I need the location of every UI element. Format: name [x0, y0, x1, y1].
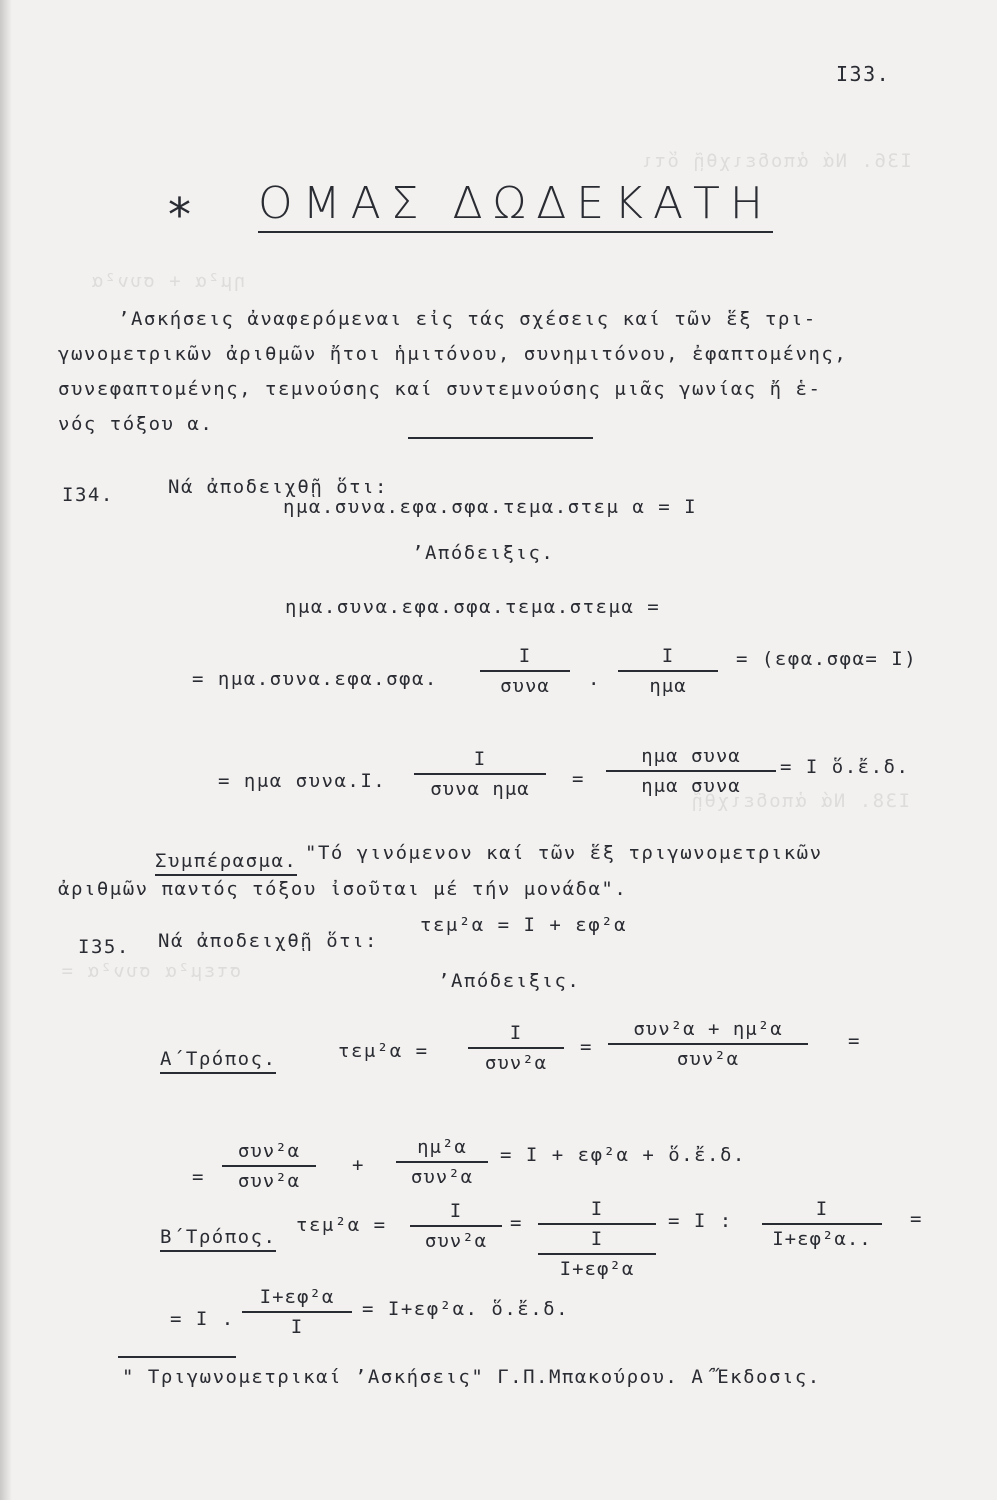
fraction-bar [480, 670, 570, 672]
fraction-bar [414, 773, 546, 775]
bleed-through-text: Ι38. Νά ἀποδειχθῇ [690, 790, 910, 812]
fraction [396, 1136, 488, 1188]
intro-line: συνεφαπτομένης, τεμνούσης καί συντεμνούσης μιᾶς γωνίας ἤ ἑ- [58, 378, 822, 400]
fraction-denominator: I [590, 1228, 604, 1250]
section-title: ΟΜΑΣ ΔΩΔΕΚΑΤΗ [258, 178, 773, 233]
separator-rule [408, 437, 593, 439]
exercise-number: I35. [78, 936, 130, 958]
exercise-statement: ημα.συνα.εφα.σφα.τεμα.στεμ α = I [283, 496, 698, 518]
fraction [606, 745, 776, 797]
fraction-bar [538, 1223, 656, 1225]
operator: = [580, 1036, 593, 1058]
proof-line: = I + εφ²α + ὅ.ἔ.δ. [500, 1144, 746, 1166]
fraction-numerator: I+εφ²α [259, 1286, 335, 1308]
bleed-through-text: ημ²α + συν²α [90, 270, 246, 292]
asterisk-icon: * [168, 188, 191, 242]
footnote-citation: " Τριγωνομετρικαί ’Ασκήσεις" Γ.Π.Μπακούρου. Α΄Ἔκδοσις. [122, 1366, 821, 1388]
fraction-bar [538, 1253, 656, 1255]
fraction-bar [608, 1043, 808, 1045]
intro-line: γωνομετρικῶν ἀριθμῶν ἤτοι ἡμιτόνου, συνημιτόνου, ἐφαπτομένης, [58, 343, 848, 365]
fraction-numerator: I [509, 1022, 523, 1044]
fraction-numerator: ημα συνα [641, 745, 741, 767]
method-label: Β΄Τρόπος. [160, 1226, 276, 1252]
proof-note: = (εφα.σφα= I) [736, 648, 918, 670]
fraction-numerator: ημ²α [417, 1136, 467, 1158]
proof-line: = I . [170, 1308, 235, 1330]
fraction [410, 1200, 502, 1252]
fraction-denominator: συν²α [237, 1170, 301, 1192]
fraction-bar [468, 1047, 564, 1049]
compound-fraction [538, 1198, 656, 1280]
fraction-bar [762, 1223, 882, 1225]
fraction-numerator: I [473, 748, 487, 770]
proof-line: = I+εφ²α. ὅ.ἔ.δ. [362, 1298, 570, 1320]
proof-line: = ημα.συνα.εφα.σφα. [192, 668, 438, 690]
operator: = [910, 1208, 923, 1230]
fraction-denominator: συνα [500, 675, 550, 697]
operator: . [588, 668, 601, 690]
fraction-denominator: συν²α [484, 1052, 548, 1074]
conclusion-label: Συμπέρασμα. [155, 850, 297, 876]
exercise-number: I34. [62, 484, 114, 506]
fraction-denominator: ημα συνα [641, 775, 741, 797]
proof-label: ’Απόδειξις. [438, 970, 581, 992]
bleed-through-text: στεμ²α συν²α = [60, 960, 242, 982]
conclusion-text: "Τό γινόμενον καί τῶν ἕξ τριγωνομετρικῶν [305, 842, 823, 864]
fraction-numerator: I [449, 1200, 463, 1222]
fraction-numerator: I [661, 645, 675, 667]
intro-line: ’Ασκήσεις ἀναφερόμεναι εἰς τάς σχέσεις καί τῶν ἕξ τρι- [118, 308, 817, 330]
fraction [618, 645, 718, 697]
fraction [468, 1022, 564, 1074]
proof-line: τεμ²α = [296, 1214, 387, 1236]
fraction-numerator: συν²α [237, 1140, 301, 1162]
fraction [222, 1140, 316, 1192]
fraction [608, 1018, 808, 1070]
proof-label: ’Απόδειξις. [412, 542, 555, 564]
fraction-denominator: I [290, 1316, 304, 1338]
operator: = [572, 768, 585, 790]
operator: = [510, 1212, 523, 1234]
page-edge-shadow [0, 0, 12, 1500]
operator: = [192, 1166, 205, 1188]
operator: = I : [668, 1210, 733, 1232]
fraction-numerator: I [590, 1198, 604, 1220]
fraction [242, 1286, 352, 1338]
fraction-denominator: I+εφ²α [559, 1258, 635, 1280]
method-label: Α΄Τρόπος. [160, 1048, 276, 1074]
page-number: I33. [836, 62, 891, 86]
footnote-rule [118, 1356, 236, 1358]
fraction-numerator: I [518, 645, 532, 667]
fraction-denominator: συνα ημα [430, 778, 530, 800]
conclusion-text: ἀριθμῶν παντός τόξου ἰσοῦται μέ τήν μονάδα". [58, 878, 628, 900]
exercise-prompt: Νά ἀποδειχθῇ ὅτι: [168, 476, 388, 498]
operator: = [848, 1030, 861, 1052]
fraction-bar [222, 1165, 316, 1167]
fraction [480, 645, 570, 697]
fraction-denominator: συν²α [424, 1230, 488, 1252]
intro-line: νός τόξου α. [58, 413, 214, 435]
proof-line: ημα.συνα.εφα.σφα.τεμα.στεμα = [285, 596, 661, 618]
fraction-bar [396, 1161, 488, 1163]
fraction [762, 1198, 882, 1250]
proof-line: τεμ²α = [338, 1040, 429, 1062]
fraction-bar [618, 670, 718, 672]
exercise-statement: τεμ²α = I + εφ²α [420, 914, 628, 936]
fraction-bar [410, 1225, 502, 1227]
proof-line: = I ὅ.ἔ.δ. [780, 756, 910, 778]
fraction [414, 748, 546, 800]
operator: + [352, 1154, 365, 1176]
fraction-denominator: ημα [649, 675, 687, 697]
bleed-through-text: Ι36. Νά ἀποδειχθῇ ὅτι [640, 150, 912, 172]
fraction-bar [606, 770, 776, 772]
fraction-denominator: συν²α [410, 1166, 474, 1188]
fraction-bar [242, 1311, 352, 1313]
exercise-prompt: Νά ἀποδειχθῇ ὅτι: [158, 930, 378, 952]
fraction-numerator: I [815, 1198, 829, 1220]
fraction-numerator: συν²α + ημ²α [633, 1018, 783, 1040]
proof-line: = ημα συνα.I. [218, 770, 387, 792]
fraction-denominator: συν²α [676, 1048, 740, 1070]
fraction-denominator: I+εφ²α.. [772, 1228, 872, 1250]
